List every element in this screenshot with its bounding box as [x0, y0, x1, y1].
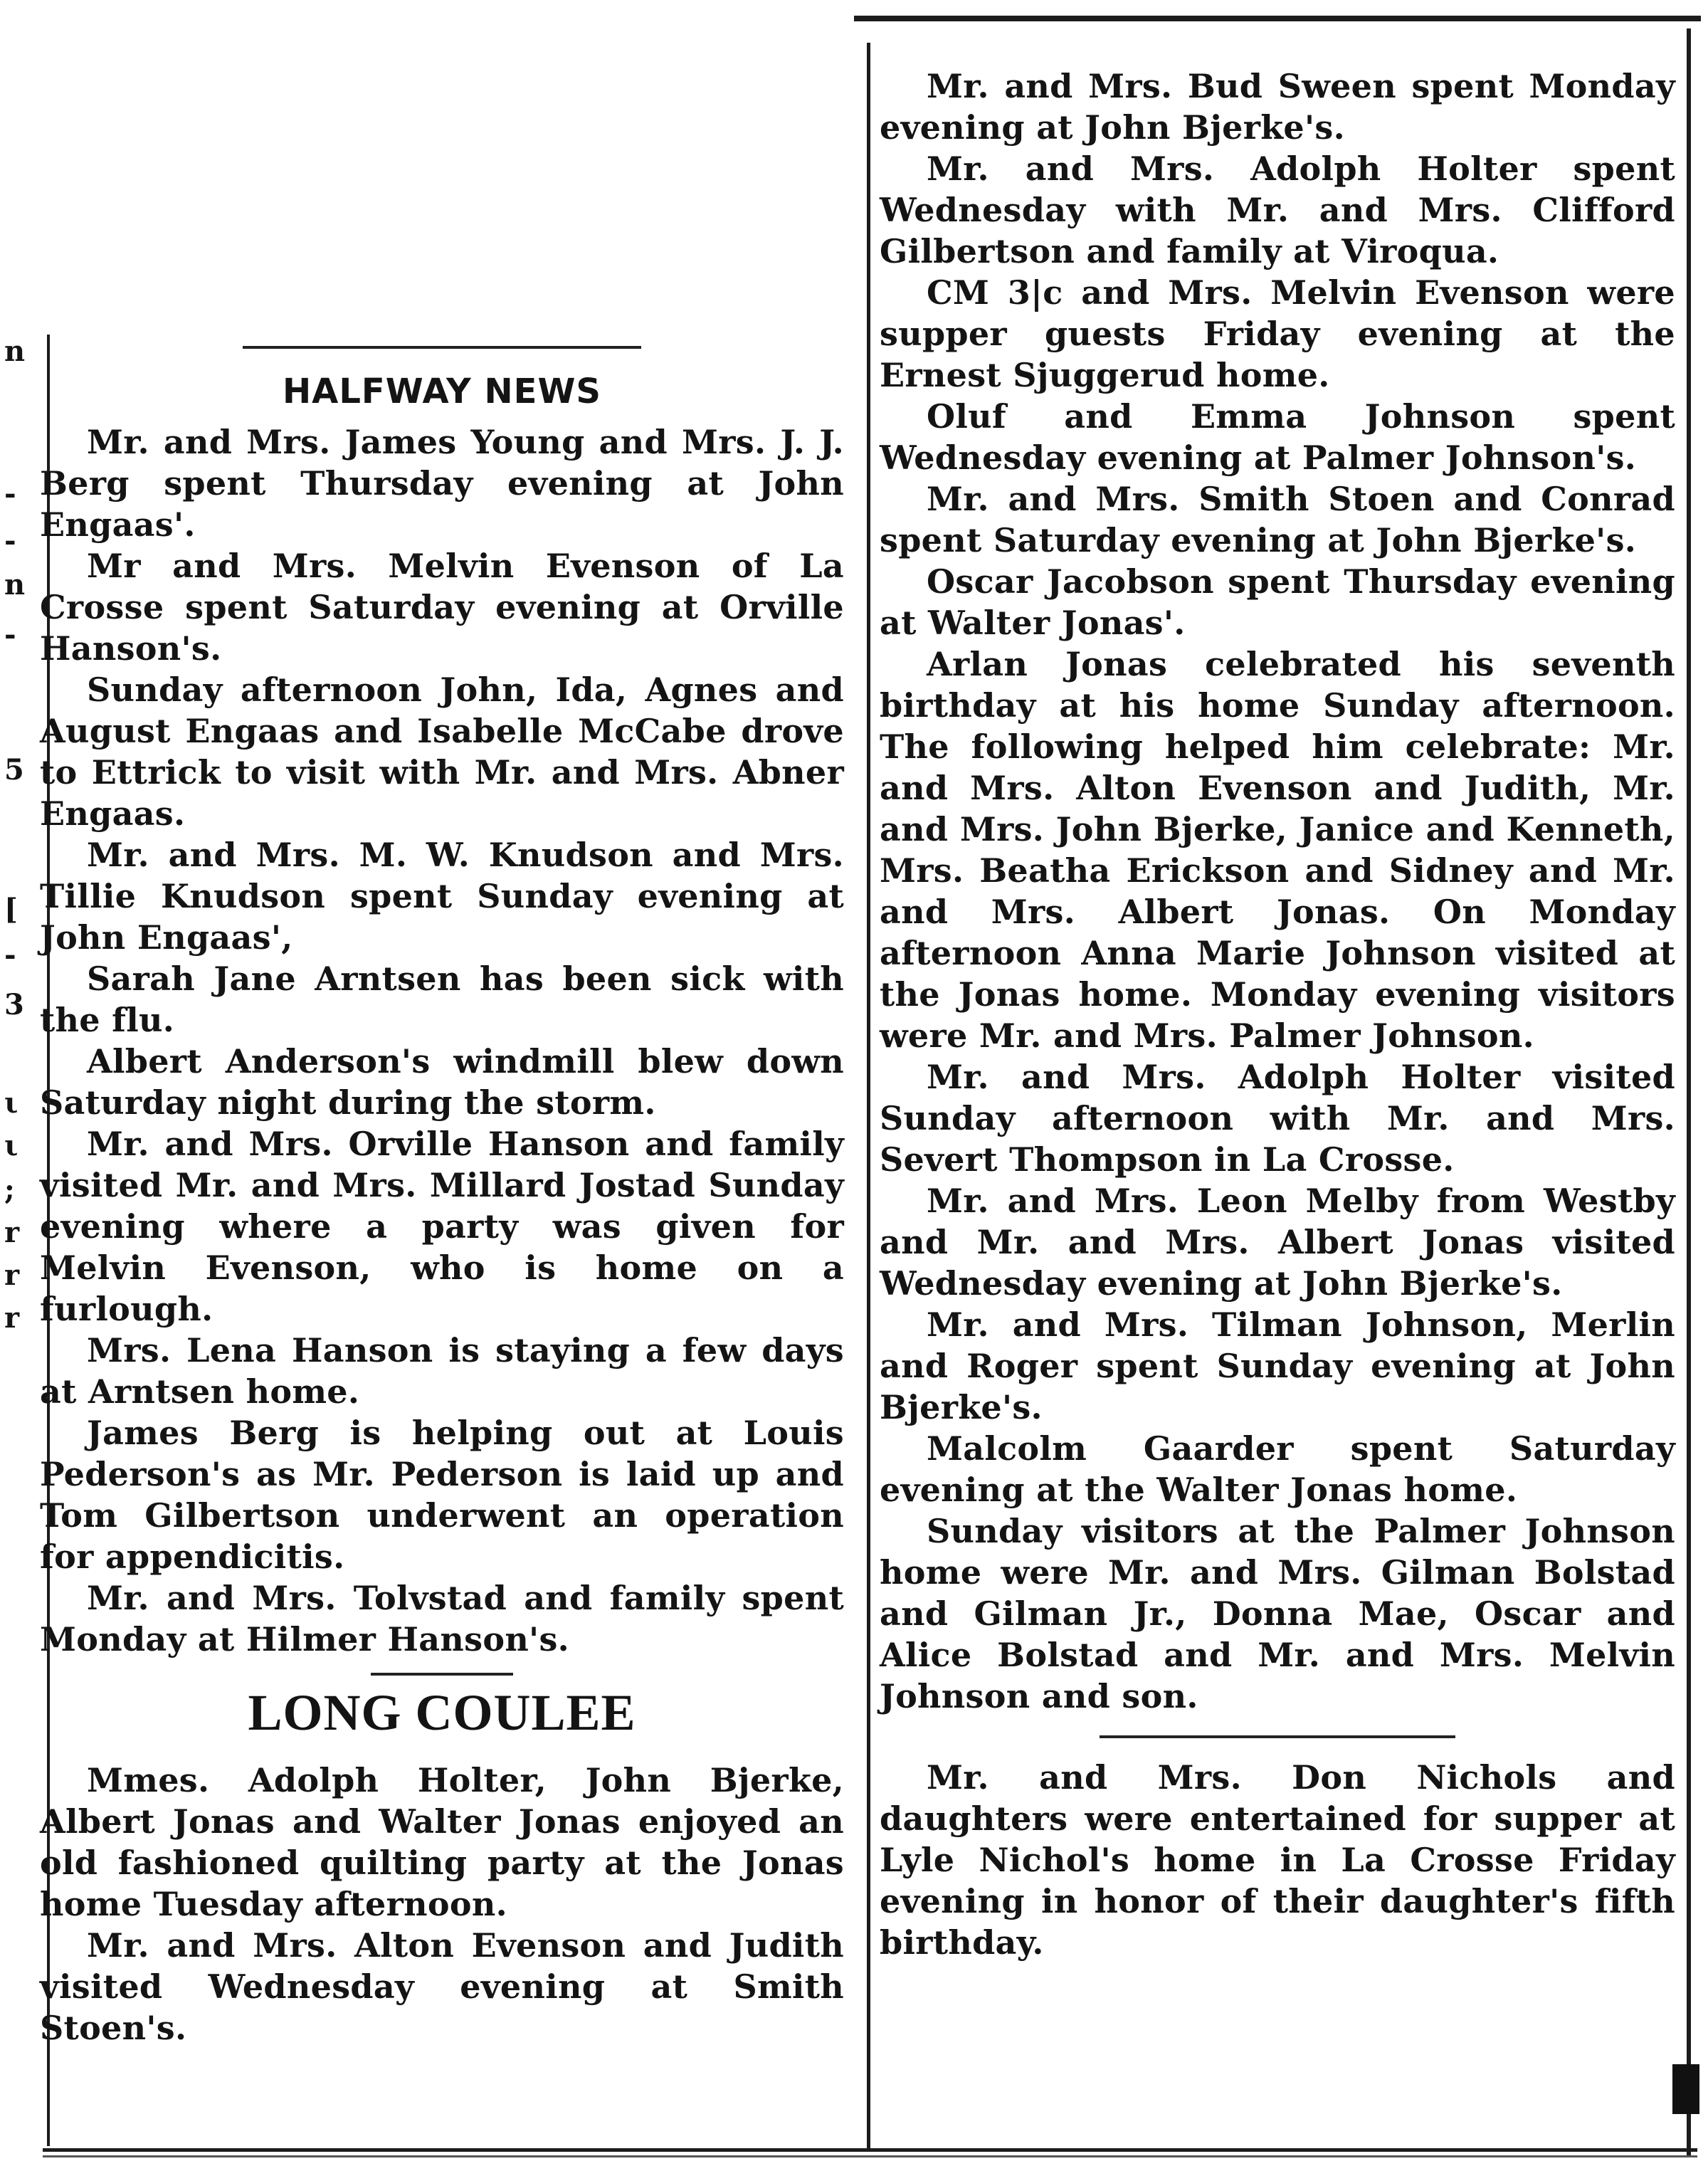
news-item: Malcolm Gaarder spent Saturday evening at the Walter Jonas home.: [880, 1429, 1675, 1509]
news-item: Mr. and Mrs. Adolph Holter visited Sunday afternoon with Mr. and Mrs. Severt Thompson in La Crosse.: [880, 1058, 1675, 1179]
bottom-rule: [43, 2148, 1697, 2152]
news-item: Mrs. Lena Hanson is staying a few days at Arntsen home.: [40, 1331, 844, 1411]
news-item: Mr. and Mrs. Leon Melby from Westby and Mr. and Mrs. Albert Jonas visited Wednesday evening at John Bjerke's.: [880, 1182, 1675, 1303]
news-item: Mr. and Mrs. James Young and Mrs. J. J. Berg spent Thursday evening at John Engaas'.: [40, 423, 844, 544]
news-item: Mr. and Mrs. Alton Evenson and Judith visited Wednesday evening at Smith Stoen's.: [40, 1926, 844, 2047]
news-item: Mr. and Mrs. Adolph Holter spent Wednesday with Mr. and Mrs. Clifford Gilbertson and family at Viroqua.: [880, 149, 1675, 270]
news-item: Mmes. Adolph Holter, John Bjerke, Albert Jonas and Walter Jonas enjoyed an old fashioned quilting party at the Jonas home Tuesday afternoon.: [40, 1761, 844, 1923]
heading-top-rule: [243, 346, 641, 349]
news-item: Mr and Mrs. Melvin Evenson of La Crosse spent Saturday evening at Orville Hanson's.: [40, 547, 844, 668]
edge-fragment: r: [4, 1258, 20, 1292]
edge-fragment: [: [4, 893, 18, 926]
news-item: Sunday visitors at the Palmer Johnson home were Mr. and Mrs. Gilman Bolstad and Gilman Jr., Donna Mae, Oscar and Alice Bolstad and Mr. and Mrs. Melvin Johnson and son.: [880, 1512, 1675, 1715]
edge-fragment: -: [4, 618, 16, 651]
news-item: Mr. and Mrs. Bud Sween spent Monday evening at John Bjerke's.: [880, 67, 1675, 147]
edge-fragment: 3: [4, 988, 24, 1021]
news-item: Albert Anderson's windmill blew down Saturday night during the storm.: [40, 1042, 844, 1122]
edge-fragment: -: [4, 938, 16, 972]
news-item: Mr. and Mrs. Tolvstad and family spent Monday at Hilmer Hanson's.: [40, 1579, 844, 1659]
right-column-border-dark-block: [1672, 2064, 1699, 2114]
right-column: [880, 65, 1675, 1963]
edge-fragment: 5: [4, 753, 24, 787]
left-column: [40, 346, 844, 2049]
section-separator: [371, 1673, 513, 1676]
news-item: Oscar Jacobson spent Thursday evening at Walter Jonas'.: [880, 562, 1675, 642]
article-separator: [1100, 1735, 1455, 1738]
news-item: Oluf and Emma Johnson spent Wednesday evening at Palmer Johnson's.: [880, 397, 1675, 477]
news-item: Arlan Jonas celebrated his seventh birthday at his home Sunday afternoon. The following helped him celebrate: Mr. and Mrs. Alton Evenson and Judith, Mr. and Mrs. John Bjerke, Janice and Kenneth, Mrs. Beatha Erickson and Sidney and Mr. and Mrs. Albert Jonas. On Monday afternoon Anna Marie Johnson visited at the Jonas home. Monday evening visitors were Mr. and Mrs. Palmer Johnson.: [880, 645, 1675, 1055]
bottom-rule-second: [43, 2155, 1697, 2157]
edge-fragment: n: [4, 568, 26, 601]
edge-fragment: r: [4, 1216, 20, 1249]
long-coulee-continued: [880, 65, 1675, 1717]
news-item: Mr. and Mrs. Tilman Johnson, Merlin and Roger spent Sunday evening at John Bjerke's.: [880, 1305, 1675, 1426]
column-divider: [867, 43, 870, 2150]
news-item: Mr. and Mrs. Smith Stoen and Conrad spent Saturday evening at John Bjerke's.: [880, 480, 1675, 559]
edge-fragment: n: [4, 335, 26, 368]
long-coulee-article: [40, 1760, 844, 2049]
edge-fragment: ;: [4, 1173, 15, 1207]
final-news-item: Mr. and Mrs. Don Nichols and daughters were entertained for supper at Lyle Nichol's home in La Crosse Friday evening in honor of their daughter's fifth birthday.: [880, 1758, 1675, 1962]
edge-fragment: ι: [4, 1129, 19, 1162]
edge-fragment: ι: [4, 1086, 19, 1120]
news-item: Mr. and Mrs. Orville Hanson and family visited Mr. and Mrs. Millard Jostad Sunday evening where a party was given for Melvin Evenson, who is home on a furlough.: [40, 1125, 844, 1328]
news-item: CM 3|c and Mrs. Melvin Evenson were supper guests Friday evening at the Ernest Sjuggerud home.: [880, 273, 1675, 394]
edge-fragment: -: [4, 524, 16, 557]
section-heading-long-coulee: LONG COULEE: [248, 1684, 636, 1741]
news-item: James Berg is helping out at Louis Pederson's as Mr. Pederson is laid up and Tom Gilbertson underwent an operation for appendicitis.: [40, 1414, 844, 1576]
edge-fragment: r: [4, 1301, 20, 1335]
news-item: Mr. and Mrs. M. W. Knudson and Mrs. Tillie Knudson spent Sunday evening at John Engaas',: [40, 836, 844, 957]
right-column-border: [1687, 28, 1691, 2157]
news-item: Sunday afternoon John, Ida, Agnes and August Engaas and Isabelle McCabe drove to Ettrick to visit with Mr. and Mrs. Abner Engaas.: [40, 671, 844, 833]
news-item: Sarah Jane Arntsen has been sick with the flu.: [40, 960, 844, 1039]
edge-fragment: -: [4, 477, 16, 510]
top-rule-right: [854, 16, 1701, 21]
halfway-news-article: [40, 421, 844, 1660]
section-heading-halfway-news: HALFWAY NEWS: [283, 372, 601, 411]
